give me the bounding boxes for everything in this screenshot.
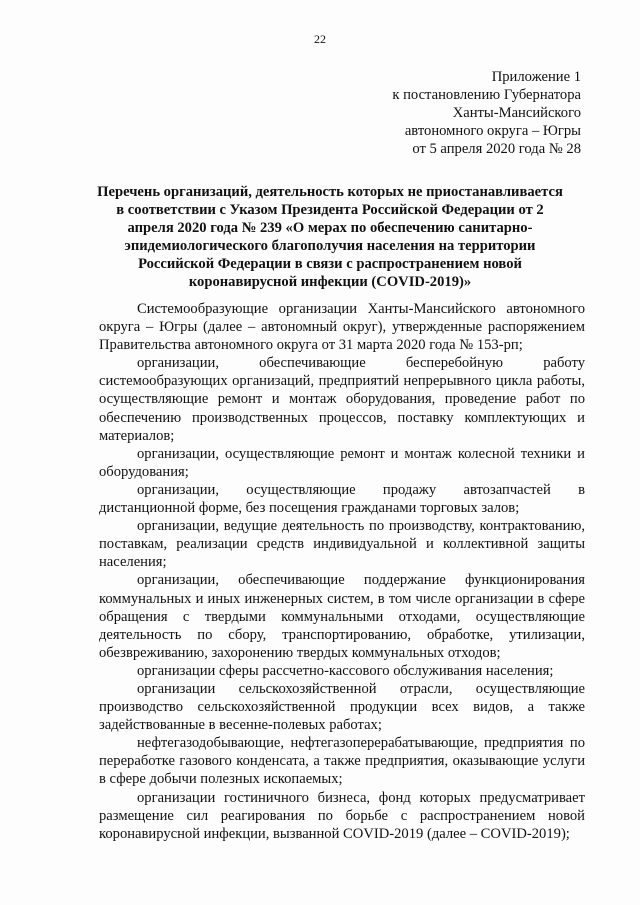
appendix-line: Ханты-Мансийского <box>452 105 581 121</box>
appendix-line: от 5 апреля 2020 года № 28 <box>412 141 581 157</box>
appendix-block <box>281 68 581 158</box>
body-paragraph: Системообразующие организации Ханты-Мансийского автономного округа – Югры (далее – автономный округ), утвержденные распоряжением Правительства автономного округа от 31 марта 2020 года № 153-рп; <box>99 301 585 354</box>
body-paragraph: организации гостиничного бизнеса, фонд которых предусматривает размещение сил реагирования по борьбе с распространением новой коронавирусной инфекции, вызванной COVID-2019 (далее – COVID-2019); <box>99 789 585 842</box>
appendix-line: Приложение 1 <box>491 69 581 85</box>
body-paragraph: организации, ведущие деятельность по производству, контрактованию, поставкам, реализации средств индивидуальной и коллективной защиты населения; <box>99 518 585 571</box>
page-number: 22 <box>314 32 326 46</box>
body-paragraph: организации, осуществляющие ремонт и монтаж колесной техники и оборудования; <box>99 445 585 480</box>
body-paragraph: нефтегазодобывающие, нефтегазоперерабатывающие, предприятия по переработке газового конденсата, а также предприятия, оказывающие услуги в сфере добычи полезных ископаемых; <box>99 735 585 788</box>
document-title: Перечень организаций, деятельность которых не приостанавливается в соответствии с Указом Президента Российской Федерации от 2 апреля 2020 года № 239 «О мерах по обеспечению санитарно-эпидемиологического благополучия населения на территории Российской Федерации в связи с распространением новой коронавирусной инфекции (COVID-2019)» <box>97 184 563 290</box>
body-paragraph: организации сельскохозяйственной отрасли, осуществляющие производство сельскохозяйственной продукции всех видов, а также задействованные в весенне-полевых работах; <box>99 680 585 734</box>
body-paragraph: организации, обеспечивающие поддержание функционирования коммунальных и иных инженерных систем, в том числе организации в сфере обращения с твердыми коммунальными отходами, осуществляющие деятельность по сбору, транспортированию, обработке, утилизации, обезвреживанию, захоронению твердых коммунальных отходов; <box>99 572 585 661</box>
document-body <box>99 300 585 843</box>
body-paragraph: организации сферы рассчетно-кассового обслуживания населения; <box>137 662 554 679</box>
appendix-line: автономного округа – Югры <box>404 123 581 139</box>
body-paragraph: организации, обеспечивающие бесперебойную работу системообразующих организаций, предприятий непрерывного цикла работы, осуществляющие ремонт и монтаж оборудования, проведение работ по обеспечению производственных процессов, поставку комплектующих и материалов; <box>99 355 585 444</box>
body-paragraph: организации, осуществляющие продажу автозапчастей в дистанционной форме, без посещения гражданами торговых залов; <box>99 481 585 517</box>
appendix-line: к постановлению Губернатора <box>392 87 581 103</box>
